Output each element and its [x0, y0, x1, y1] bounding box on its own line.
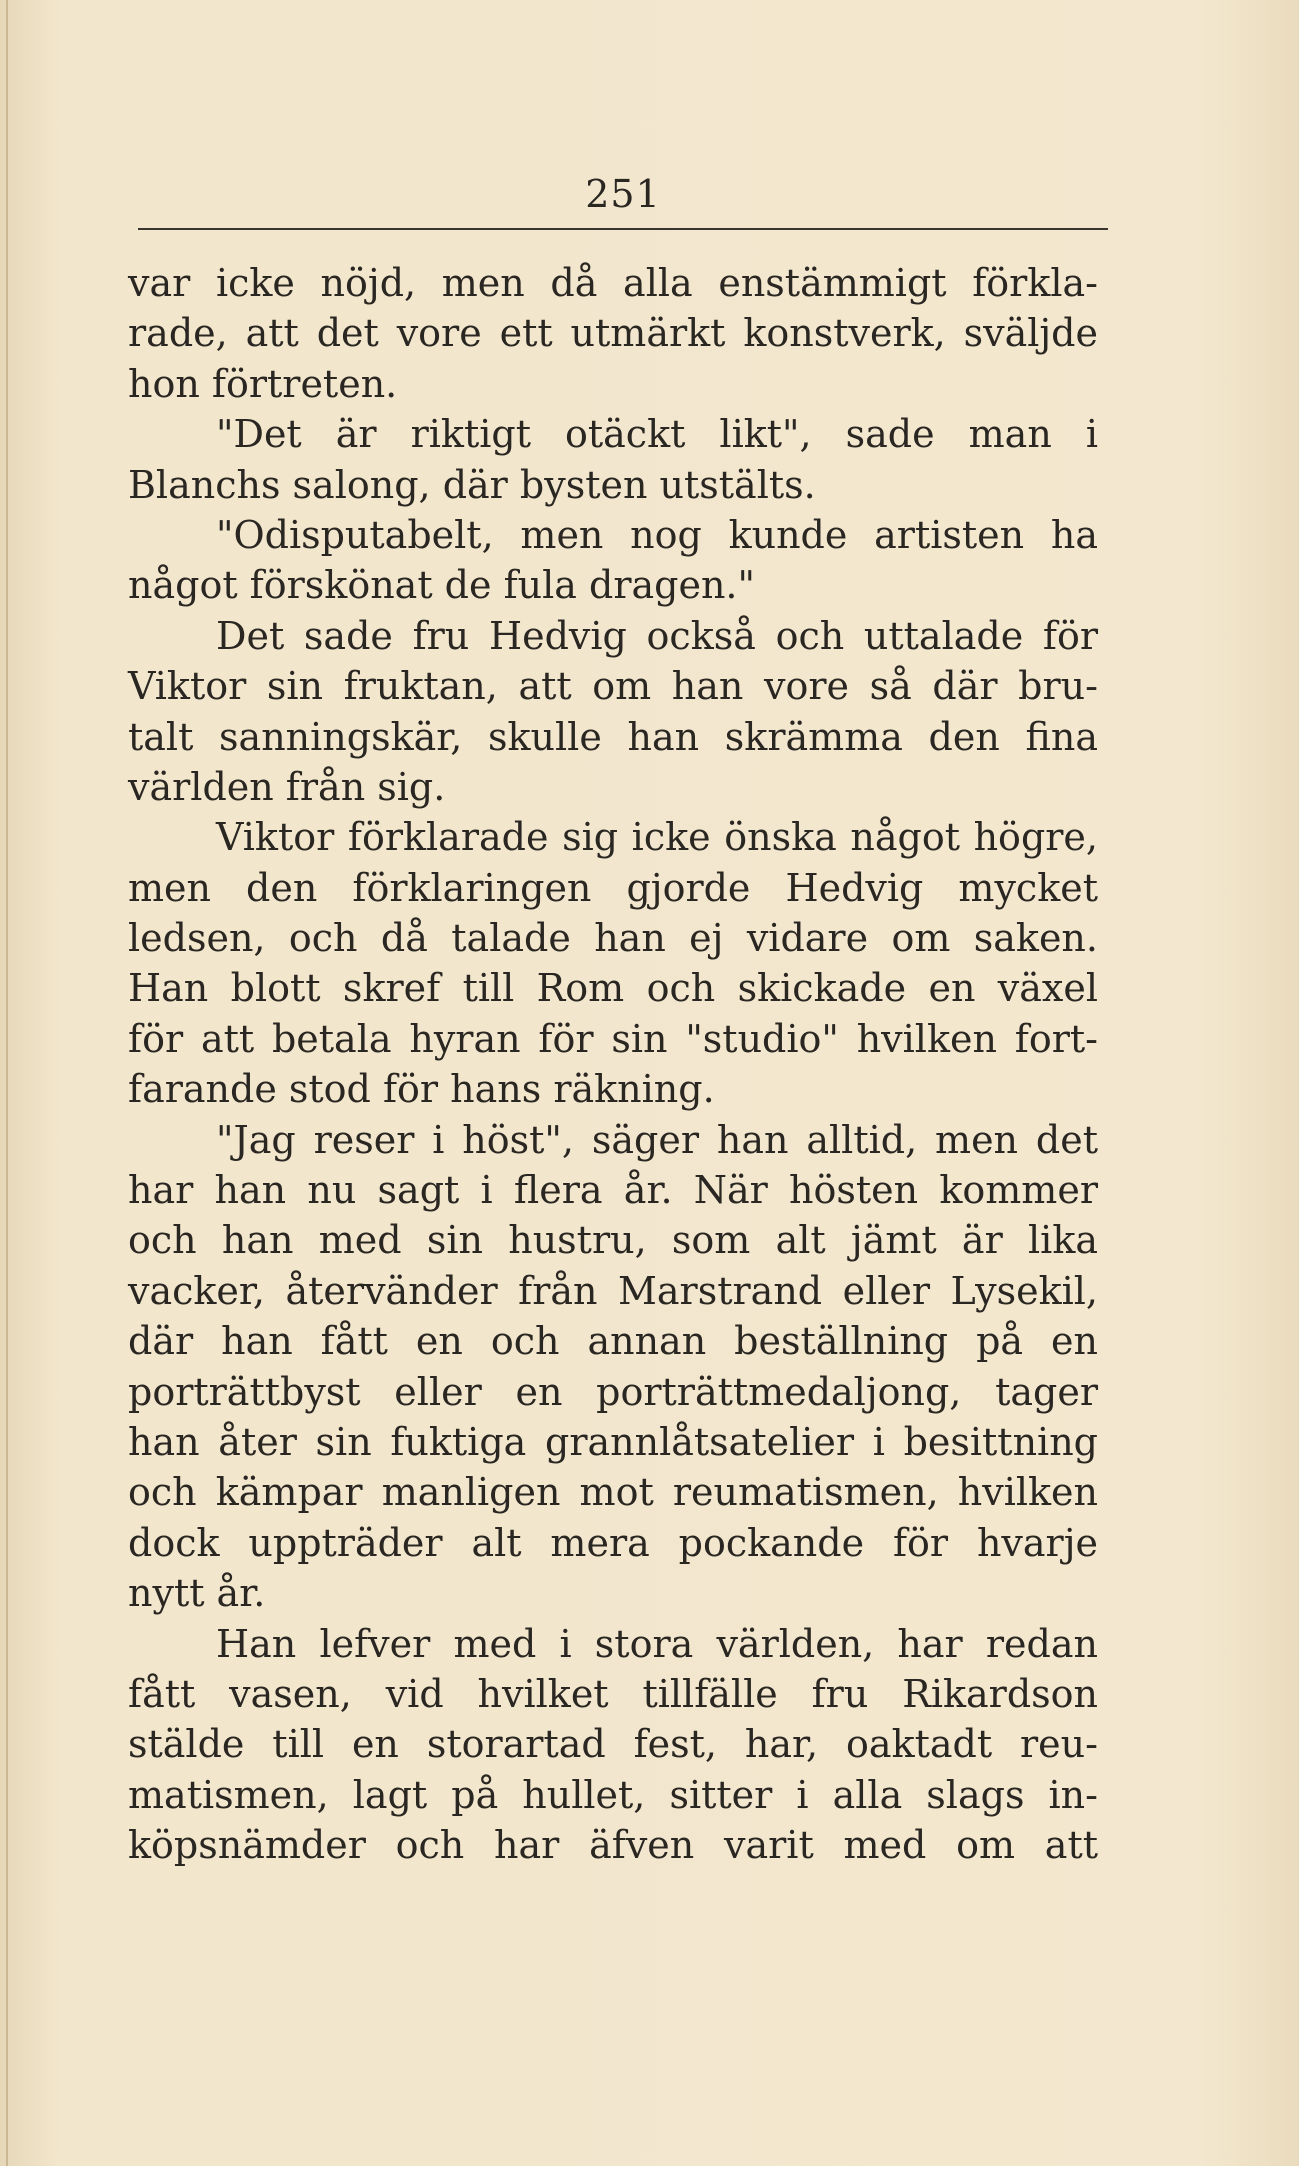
text-line: porträttbyst eller en porträttmedaljong, tager	[128, 1369, 1098, 1414]
text-line: matismen, lagt på hullet, sitter i alla slags in-	[128, 1772, 1098, 1817]
page-number: 251	[585, 172, 661, 216]
text-line: "Jag reser i höst", säger han alltid, men det	[216, 1117, 1098, 1162]
text-line: Blanchs salong, där bysten utstälts.	[128, 462, 816, 507]
header-rule	[138, 228, 1108, 230]
text-line: där han fått en och annan beställning på en	[128, 1319, 1098, 1364]
text-line: "Odisputabelt, men nog kunde artisten ha	[216, 512, 1098, 557]
text-line: hon förtreten.	[128, 361, 398, 406]
text-line: och kämpar manligen mot reumatismen, hvilken	[128, 1470, 1098, 1515]
text-line: men den förklaringen gjorde Hedvig mycket	[128, 865, 1098, 910]
text-line: Han lefver med i stora världen, har redan	[216, 1621, 1098, 1666]
text-line: Det sade fru Hedvig också och uttalade för	[216, 613, 1098, 658]
text-line: världen från sig.	[128, 764, 446, 809]
text-line: "Det är riktigt otäckt likt", sade man i	[216, 412, 1098, 457]
text-line: Han blott skref till Rom och skickade en växel	[128, 966, 1098, 1011]
text-line: Viktor sin fruktan, att om han vore så där bru-	[128, 664, 1098, 709]
text-line: farande stod för hans räkning.	[128, 1067, 715, 1112]
text-line: dock uppträder alt mera pockande för hvarje	[128, 1520, 1098, 1565]
page-header	[138, 172, 1108, 232]
page-edge	[6, 0, 8, 2166]
text-line: något förskönat de fula dragen."	[128, 563, 755, 608]
body-text	[128, 258, 1098, 1871]
text-line: och han med sin hustru, som alt jämt är lika	[128, 1218, 1098, 1263]
text-line: talt sanningskär, skulle han skrämma den fina	[128, 714, 1098, 759]
text-line: var icke nöjd, men då alla enstämmigt förkla-	[128, 261, 1098, 305]
text-line: nytt år.	[128, 1571, 266, 1616]
text-line: Viktor förklarade sig icke önska något högre,	[216, 815, 1098, 860]
text-line: stälde till en storartad fest, har, oaktadt reu-	[128, 1722, 1098, 1767]
text-line: han åter sin fuktiga grannlåtsatelier i besittning	[128, 1419, 1098, 1464]
text-line: fått vasen, vid hvilket tillfälle fru Rikardson	[128, 1671, 1098, 1716]
text-line: har han nu sagt i flera år. När hösten kommer	[128, 1168, 1098, 1213]
text-line: ledsen, och då talade han ej vidare om saken.	[128, 916, 1098, 961]
text-line: köpsnämder och har äfven varit med om att	[128, 1823, 1098, 1868]
text-line: vacker, återvänder från Marstrand eller Lysekil,	[128, 1268, 1098, 1313]
text-line: för att betala hyran för sin "studio" hvilken fort-	[128, 1016, 1098, 1061]
text-line: rade, att det vore ett utmärkt konstverk, sväljde	[128, 311, 1098, 356]
